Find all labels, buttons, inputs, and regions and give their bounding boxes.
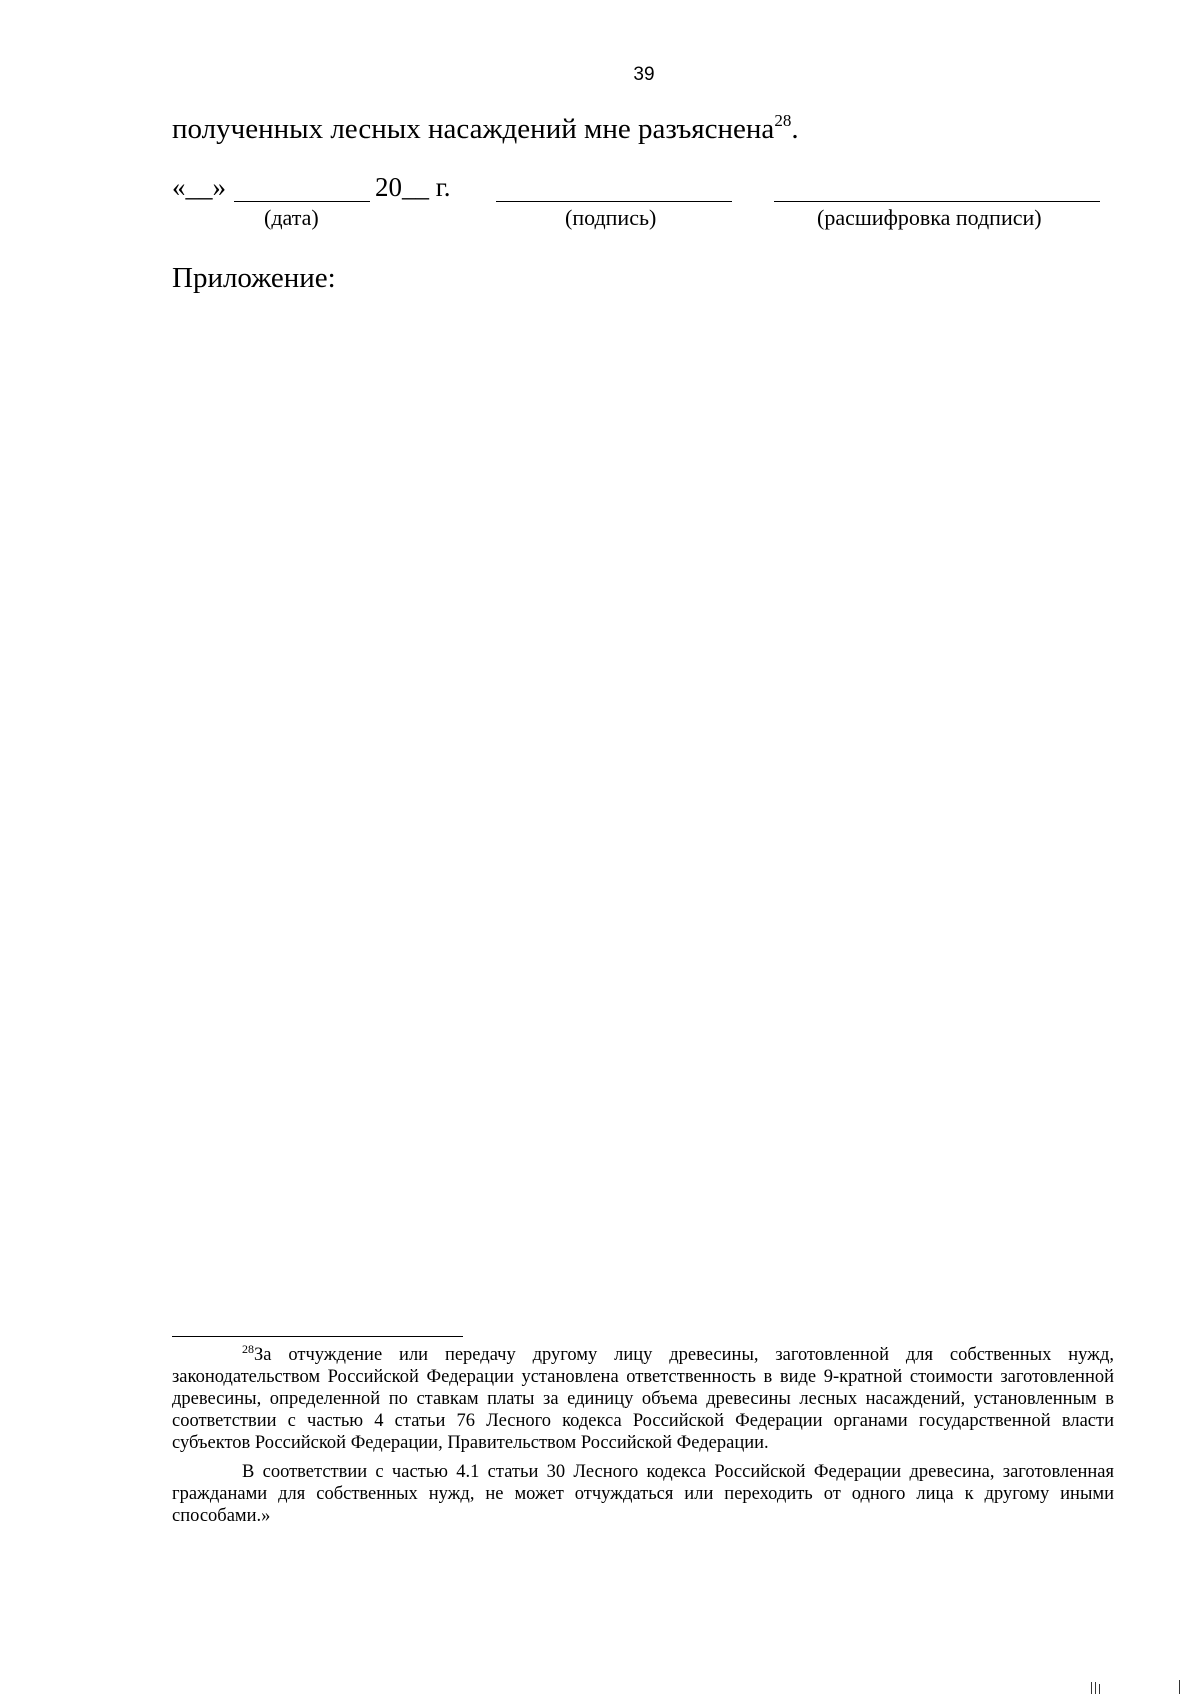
attachment-label: Приложение: [172, 262, 336, 294]
signature-decryption-line [774, 201, 1100, 202]
scan-mark-1 [1091, 1682, 1092, 1694]
intro-trailing: . [791, 113, 799, 145]
footnote-reference: 28 [774, 111, 792, 130]
date-month-line [234, 201, 370, 202]
footnote-marker: 28 [242, 1342, 254, 1356]
footnote-continuation: В соответствии с частью 4.1 статьи 30 Лесного кодекса Российской Федерации древесина, заготовленная гражданами для собственных нужд, не может отчуждаться или переходить от одного лица к другому иными способами.» [172, 1462, 1114, 1526]
intro-line [172, 113, 799, 146]
date-day-field: «__» [172, 172, 226, 202]
footnote-28 [172, 1344, 1114, 1454]
date-caption: (дата) [264, 205, 319, 230]
signature-caption: (подпись) [565, 205, 657, 230]
footnote-28-text: За отчуждение или передачу другому лицу древесины, заготовленной для собственных нужд, законодательством Российской Федерации установлена ответственность в виде 9-кратной стоимости заготовленной древесины, определенной по ставкам платы за единицу объема древесины лесных насаждений, установленным в соответствии с частью 4 статьи 76 Лесного кодекса Российской Федерации органами государственной власти субъектов Российской Федерации, Правительством Российской Федерации. [172, 1345, 1114, 1453]
scan-mark-2 [1095, 1682, 1096, 1694]
intro-text: полученных лесных насаждений мне разъяснена [172, 113, 775, 145]
signature-block [172, 172, 1102, 232]
signature-line [496, 201, 732, 202]
date-year-field: 20__ г. [375, 172, 451, 202]
decryption-caption: (расшифровка подписи) [817, 205, 1042, 230]
page-number: 39 [633, 64, 655, 85]
scan-mark-3 [1099, 1684, 1100, 1694]
footnote-separator [172, 1336, 463, 1337]
footnotes [172, 1344, 1114, 1534]
scan-mark-4 [1179, 1680, 1180, 1694]
